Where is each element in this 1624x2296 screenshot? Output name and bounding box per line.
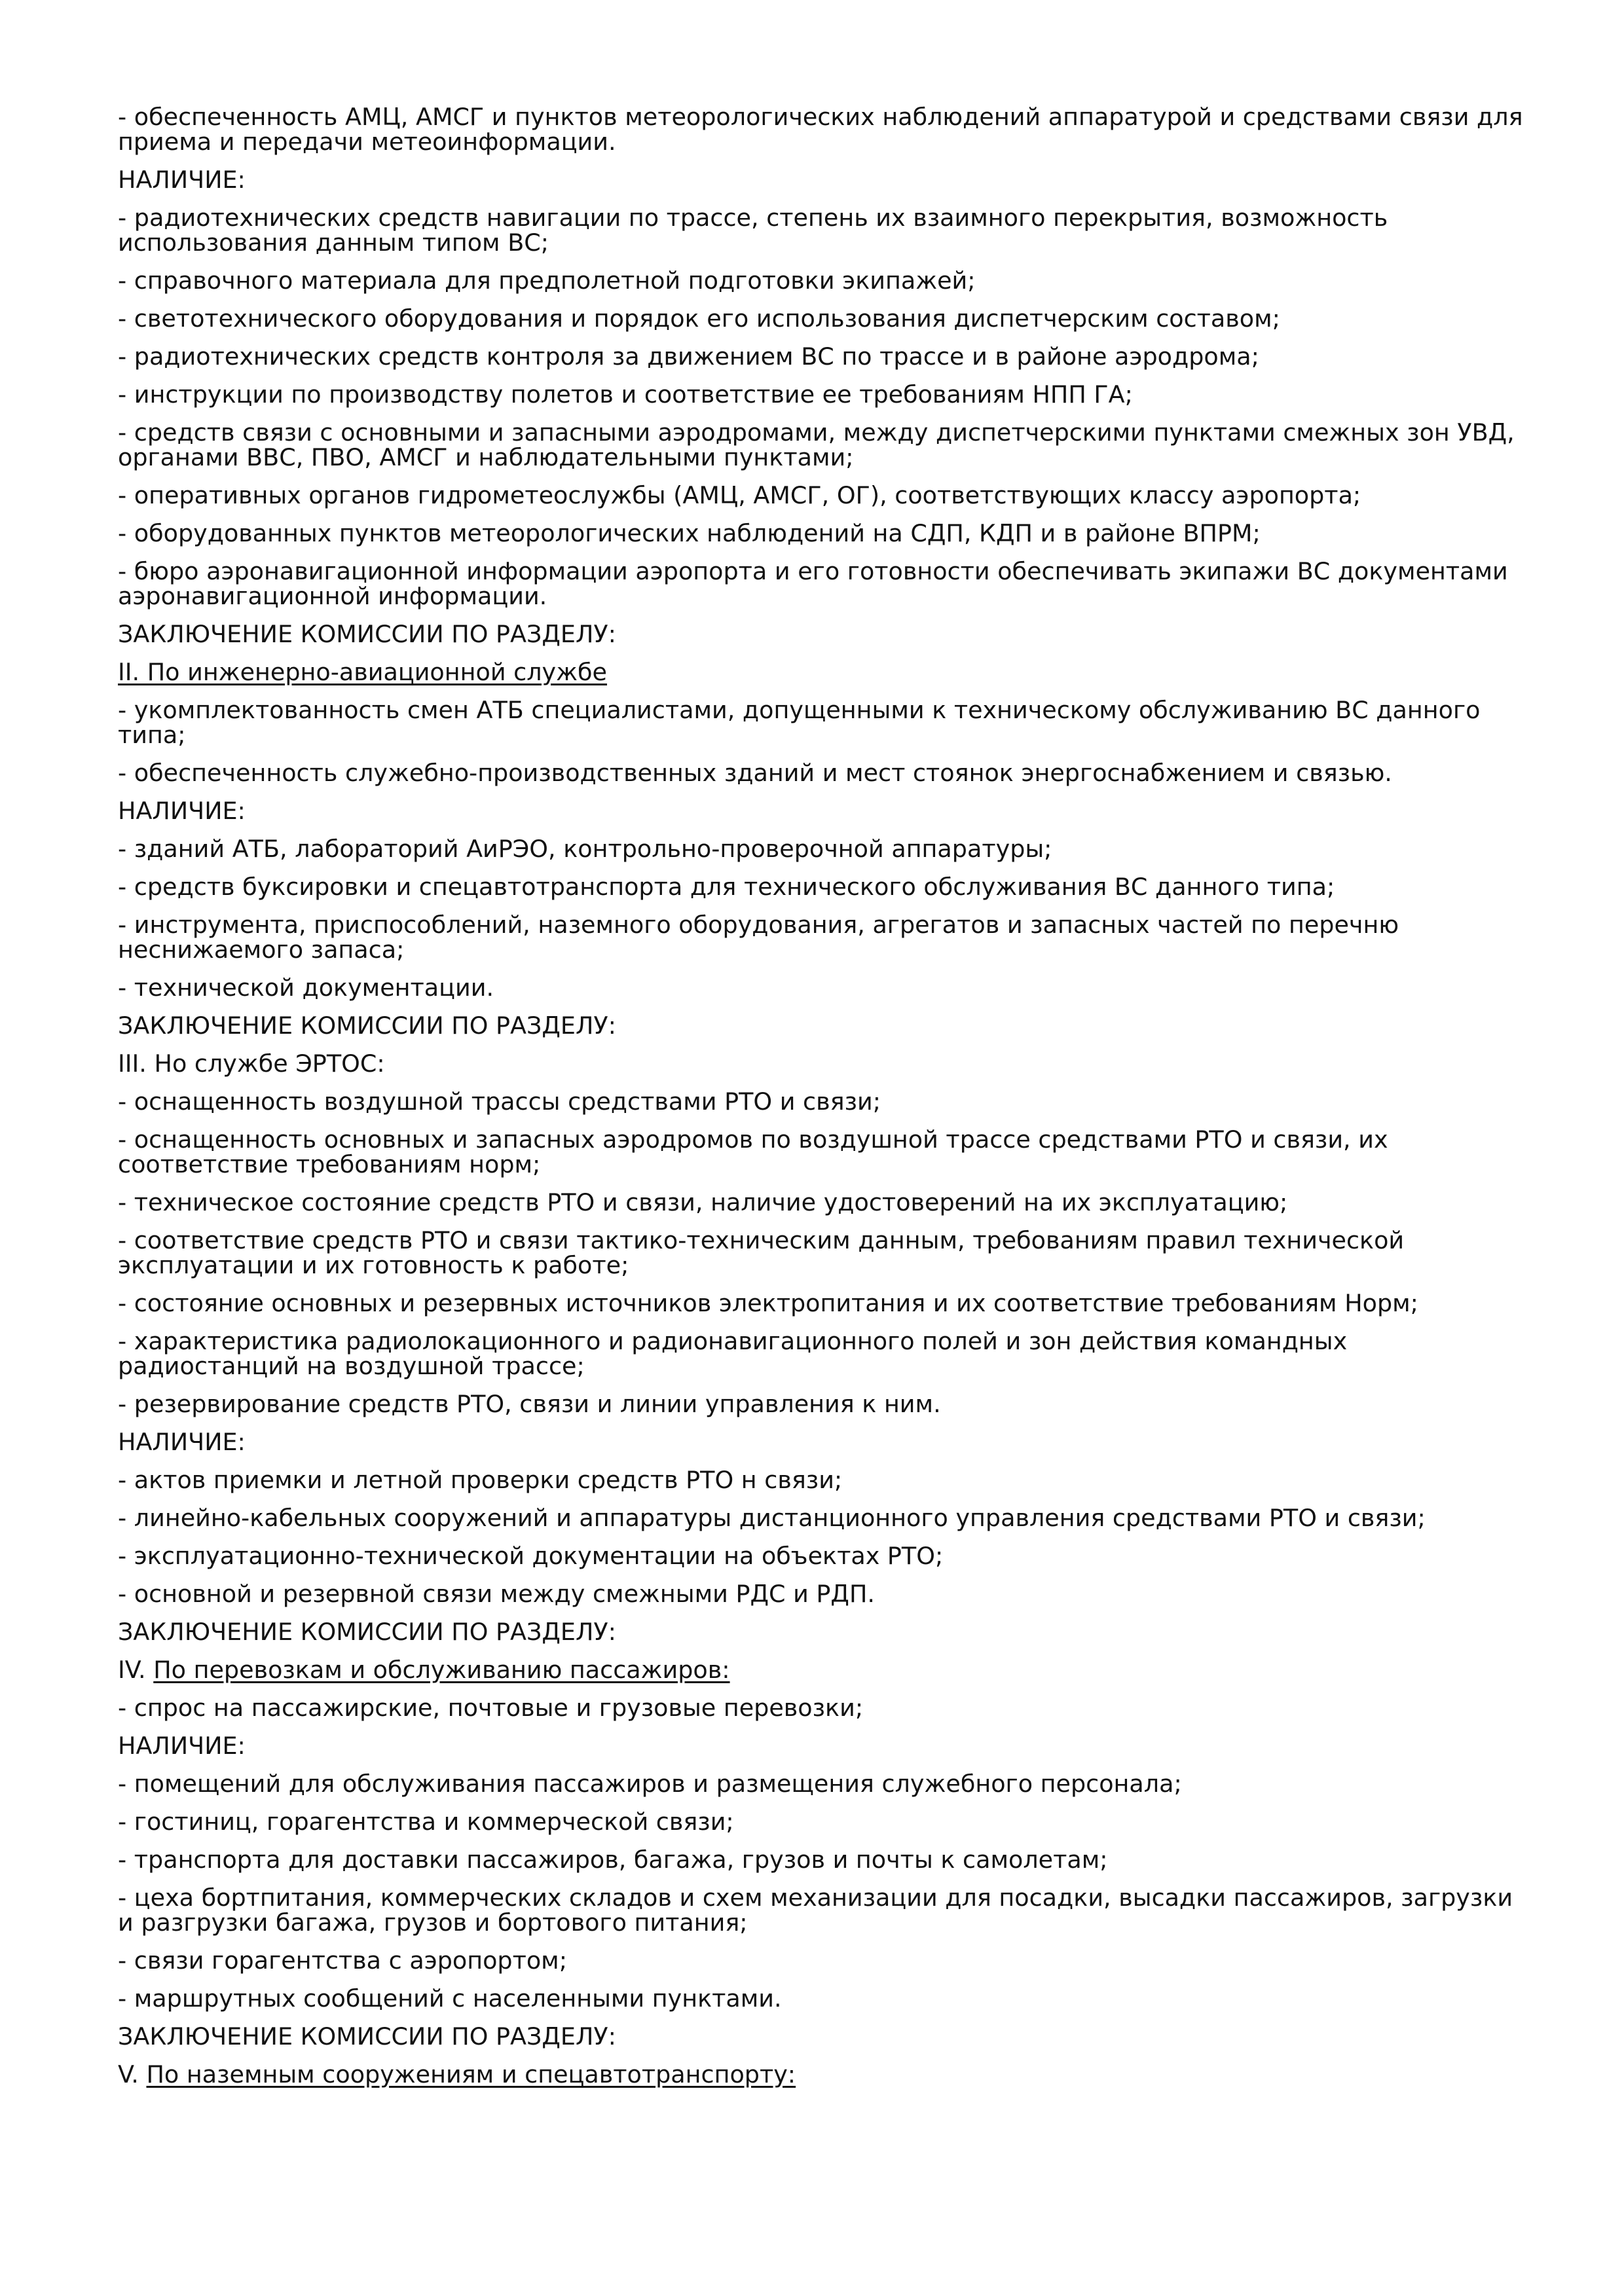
commission-conclusion-label: ЗАКЛЮЧЕНИЕ КОМИССИИ ПО РАЗДЕЛУ:	[118, 1011, 616, 1040]
text-item: - светотехнического оборудования и порядок его использования диспетчерским составом;	[118, 304, 1280, 333]
text-item: - оснащенность основных и запасных аэродромов по воздушной трассе средствами РТО и связи, их соответствие требованиям норм;	[118, 1125, 1388, 1178]
text-item: - инструмента, приспособлений, наземного оборудования, агрегатов и запасных частей по перечню неснижаемого запаса;	[118, 911, 1399, 964]
text-item: - бюро аэронавигационной информации аэропорта и его готовности обеспечивать экипажи ВС документами аэронавигационной информации.	[118, 557, 1508, 610]
text-item: - соответствие средств РТО и связи тактико-техническим данным, требованиям правил технической эксплуатации и их готовность к работе;	[118, 1226, 1405, 1279]
section-label: НАЛИЧИЕ:	[118, 1732, 246, 1760]
commission-conclusion-label: ЗАКЛЮЧЕНИЕ КОМИССИИ ПО РАЗДЕЛУ:	[118, 620, 616, 648]
text-item: - состояние основных и резервных источников электропитания и их соответствие требованиям Норм;	[118, 1289, 1418, 1317]
section-heading: II. По инженерно-авиационной службе	[118, 658, 607, 686]
text-item: - резервирование средств РТО, связи и линии управления к ним.	[118, 1390, 941, 1418]
text-item: - средств буксировки и спецавтотранспорта для технического обслуживания ВС данного типа;	[118, 873, 1335, 901]
text-item: - эксплуатационно-технической документации на объектах РТО;	[118, 1542, 944, 1570]
section-title: По перевозкам и обслуживанию пассажиров:	[153, 1656, 730, 1684]
text-item: - радиотехнических средств контроля за движением ВС по трассе и в районе аэродрома;	[118, 342, 1259, 371]
text-item: - маршрутных сообщений с населенными пунктами.	[118, 1984, 782, 2013]
text-item: - средств связи с основными и запасными аэродромами, между диспетчерскими пунктами смежных зон УВД, органами ВВС, ПВО, АМСГ и наблюдательными пунктами;	[118, 418, 1515, 471]
text-item: - справочного материала для предполетной подготовки экипажей;	[118, 266, 976, 295]
text-item: - связи горагентства с аэропортом;	[118, 1946, 568, 1975]
text-item: - техническое состояние средств РТО и связи, наличие удостоверений на их эксплуатацию;	[118, 1188, 1288, 1216]
section-heading	[118, 2062, 1526, 2087]
section-label: НАЛИЧИЕ:	[118, 1428, 246, 1456]
text-item: - оснащенность воздушной трассы средствами РТО и связи;	[118, 1087, 881, 1116]
section-number: V.	[118, 2060, 147, 2088]
document-page	[118, 105, 1526, 2100]
section-title: По наземным сооружениям и спецавтотранспорту:	[146, 2060, 796, 2088]
section-heading	[118, 1658, 1526, 1683]
commission-conclusion-label: ЗАКЛЮЧЕНИЕ КОМИССИИ ПО РАЗДЕЛУ:	[118, 2022, 616, 2050]
text-item: - гостиниц, горагентства и коммерческой связи;	[118, 1808, 734, 1836]
section-heading: III. Но службе ЭРТОС:	[118, 1049, 385, 1078]
section-label: НАЛИЧИЕ:	[118, 166, 246, 194]
text-item: - помещений для обслуживания пассажиров и размещения служебного персонала;	[118, 1770, 1182, 1798]
text-item: - актов приемки и летной проверки средств РТО н связи;	[118, 1466, 843, 1494]
text-item: - оборудованных пунктов метеорологических наблюдений на СДП, КДП и в районе ВПРМ;	[118, 519, 1261, 547]
text-item: - радиотехнических средств навигации по трассе, степень их взаимного перекрытия, возможность использования данным типом ВС;	[118, 204, 1388, 257]
section-number: IV.	[118, 1656, 154, 1684]
text-item: - обеспеченность АМЦ, АМСГ и пунктов метеорологических наблюдений аппаратурой и средствами связи для приема и передачи метеоинформации.	[118, 103, 1523, 156]
text-item: - транспорта для доставки пассажиров, багажа, грузов и почты к самолетам;	[118, 1846, 1108, 1874]
section-label: НАЛИЧИЕ:	[118, 797, 246, 825]
text-item: - оперативных органов гидрометеослужбы (АМЦ, АМСГ, ОГ), соответствующих классу аэропорта;	[118, 481, 1361, 509]
commission-conclusion-label: ЗАКЛЮЧЕНИЕ КОМИССИИ ПО РАЗДЕЛУ:	[118, 1618, 616, 1646]
text-item: - спрос на пассажирские, почтовые и грузовые перевозки;	[118, 1694, 864, 1722]
text-item: - линейно-кабельных сооружений и аппаратуры дистанционного управления средствами РТО и связи;	[118, 1504, 1426, 1532]
text-item: - характеристика радиолокационного и радионавигационного полей и зон действия командных радиостанций на воздушной трассе;	[118, 1327, 1348, 1380]
text-item: - укомплектованность смен АТБ специалистами, допущенными к техническому обслуживанию ВС данного типа;	[118, 696, 1481, 749]
text-item: - обеспеченность служебно-производственных зданий и мест стоянок энергоснабжением и связью.	[118, 759, 1392, 787]
text-item: - основной и резервной связи между смежными РДС и РДП.	[118, 1580, 875, 1608]
text-item: - технической документации.	[118, 974, 494, 1002]
text-item: - цеха бортпитания, коммерческих складов и схем механизации для посадки, высадки пассажиров, загрузки и разгрузки багажа, грузов и бортового питания;	[118, 1884, 1513, 1937]
text-item: - зданий АТБ, лабораторий АиРЭО, контрольно-проверочной аппаратуры;	[118, 835, 1052, 863]
text-item: - инструкции по производству полетов и соответствие ее требованиям НПП ГА;	[118, 380, 1133, 409]
